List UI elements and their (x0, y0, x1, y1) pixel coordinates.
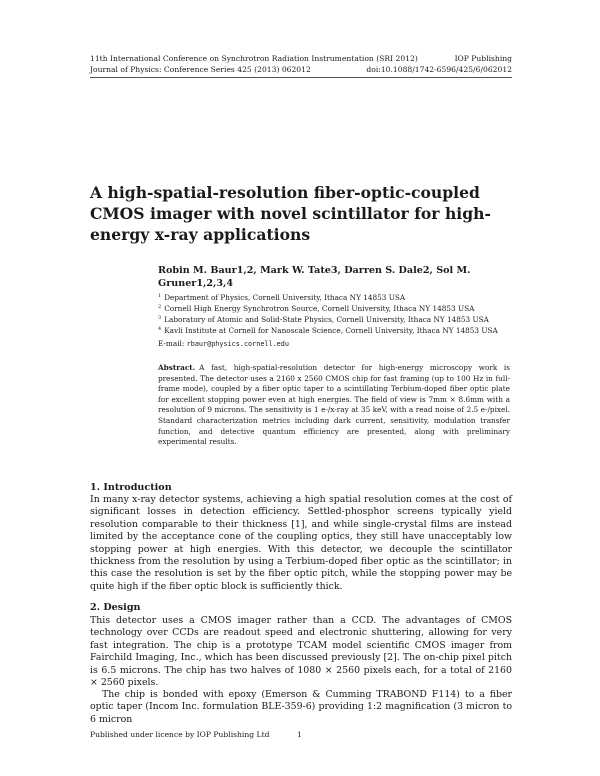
email-label: E-mail: (158, 339, 185, 348)
affiliation-text: Laboratory of Atomic and Solid-State Physics, Cornell University, Ithaca NY 14853 USA (164, 315, 489, 324)
conference-name: 11th International Conference on Synchrotron Radiation Instrumentation (SRI 2012) (90, 54, 418, 63)
introduction-paragraph: In many x-ray detector systems, achieving a high spatial resolution comes at the cost of significant losses in detection efficiency. Settled-phosphor screens typically yield resolution comparable to their thickness [1], and while single-crystal films are instead limited by the acceptance cone of the coupling optics, they still have unacceptably low stopping power at high energies. With this detector, we decouple the scintillator thickness from the resolution by using a Terbium-doped fiber optic as the scintillator; in this case the resolution is set by the fiber optic pitch, while the stopping power may be quite high if the fiber optic block is sufficiently thick. (90, 494, 512, 592)
affiliation-text: Kavli Institute at Cornell for Nanoscale Science, Cornell University, Ithaca NY 14853 USA (164, 326, 498, 335)
affiliation-number: 3 (158, 315, 162, 321)
affiliation-4 (158, 324, 518, 337)
header-divider (90, 77, 512, 78)
paper-title: A high-spatial-resolution fiber-optic-coupled CMOS imager with novel scintillator for high-energy x-ray applications (90, 183, 491, 244)
design-paragraph-1: This detector uses a CMOS imager rather than a CCD. The advantages of CMOS technology over CCDs are readout speed and electronic shuttering, allowing for very fast integration. The chip is a prototype TCAM model scientific CMOS imager from Fairchild Imaging, Inc., which has been discussed previously [2]. The on-chip pixel pitch is 6.5 microns. The chip has two halves of 1080 × 2560 pixels each, for a total of 2160 × 2560 pixels. (90, 615, 512, 689)
abstract-label: Abstract. (158, 363, 196, 372)
affiliation-number: 1 (158, 293, 162, 299)
email-address[interactable]: rbaur@physics.cornell.edu (186, 340, 289, 348)
publisher-name: IOP Publishing (454, 54, 512, 63)
running-header-line1 (90, 54, 512, 64)
contact-email (158, 339, 289, 348)
doi-link[interactable]: doi:10.1088/1742-6596/425/6/062012 (366, 65, 512, 74)
page-number: 1 (297, 730, 302, 739)
licence-footer: Published under licence by IOP Publishing Ltd (90, 730, 270, 739)
design-paragraph-2: The chip is bonded with epoxy (Emerson & Cumming TRABOND F114) to a fiber optic taper (Incom Inc. formulation BLE-359-6) providing 1:2 magnification (3 micron to 6 micron (90, 689, 512, 725)
author-list: Robin M. Baur1,2, Mark W. Tate3, Darren S. Dale2, Sol M. Gruner1,2,3,4 (158, 265, 471, 289)
running-header-line2 (90, 65, 512, 75)
section-heading-introduction: 1. Introduction (90, 482, 172, 493)
abstract-text: A fast, high-spatial-resolution detector for high-energy microscopy work is presented. The detector uses a 2160 x 2560 CMOS chip for fast framing (up to 100 Hz in full-frame mode), coupled by a fiber optic taper to a scintillating Terbium-doped fiber optic plate for excellent stopping power even at high energies. The field of view is 7mm × 8.6mm with a resolution of 9 microns. The sensitivity is 1 e-/x-ray at 35 keV, with a read noise of 2.5 e-/pixel. Standard characterization metrics including dark current, sensitivity, modulation transfer function, and detective quantum efficiency are presented, along with preliminary experimental results. (158, 363, 510, 447)
affiliation-number: 4 (158, 326, 162, 332)
abstract (158, 363, 510, 448)
affiliation-text: Cornell High Energy Synchrotron Source, Cornell University, Ithaca NY 14853 USA (164, 304, 475, 313)
affiliation-text: Department of Physics, Cornell University, Ithaca NY 14853 USA (164, 293, 406, 302)
affiliation-number: 2 (158, 304, 162, 310)
section-heading-design: 2. Design (90, 602, 141, 613)
journal-citation: Journal of Physics: Conference Series 425 (2013) 062012 (90, 65, 311, 74)
